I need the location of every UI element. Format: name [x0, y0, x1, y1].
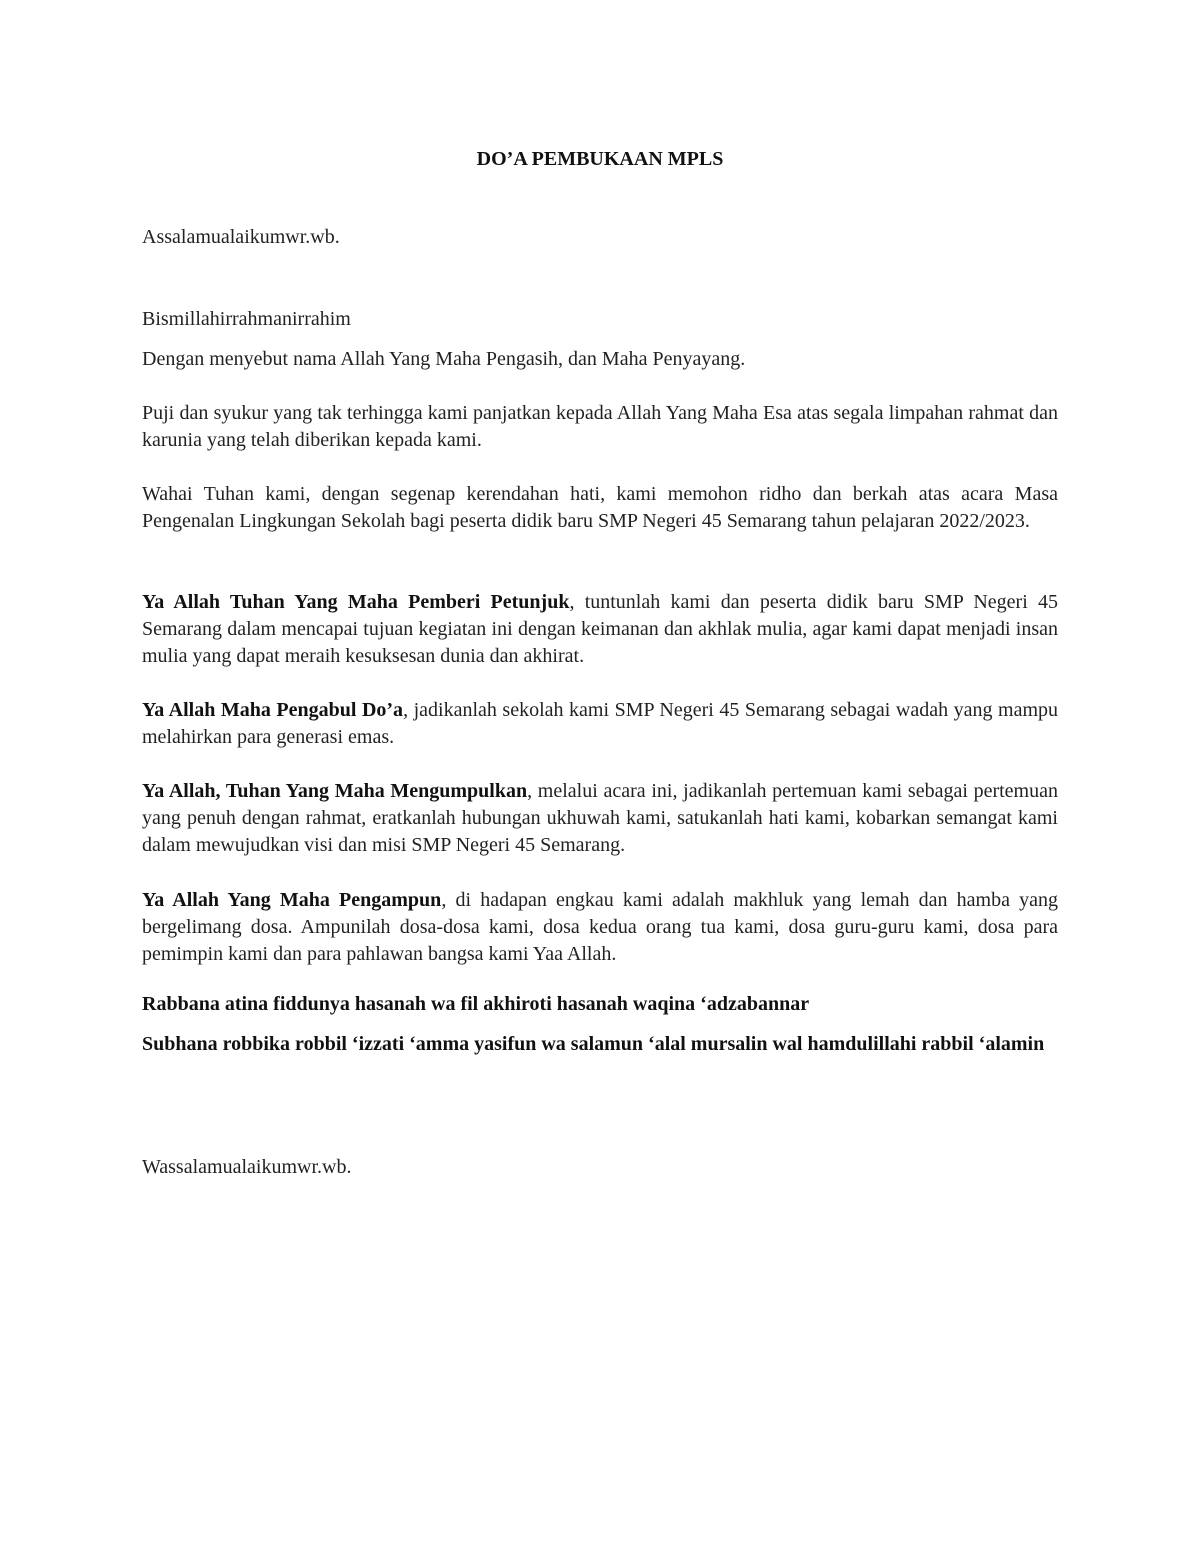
farewell: Wassalamualaikumwr.wb. [142, 1156, 352, 1178]
paragraph-forgiveness-text: , di hadapan engkau kami adalah makhluk yang lemah dan hamba yang bergelimang dosa. Ampunilah dosa-dosa kami, dosa kedua orang tua kami, dosa guru-guru kami, dosa para pemimpin kami dan para pahlawan bangsa kami Yaa Allah. [142, 889, 1059, 965]
paragraph-guidance-text: , tuntunlah kami dan peserta didik baru SMP Negeri 45 Semarang dalam mencapai tujuan kegiatan ini dengan keimanan dan akhlak mulia, agar kami dapat menjadi insan mulia yang dapat meraih kesuksesan dunia dan akhirat. [142, 591, 1058, 667]
paragraph-guidance [142, 589, 1058, 670]
greeting: Assalamualaikumwr.wb. [142, 226, 340, 248]
paragraph-forgiveness [142, 887, 1058, 968]
closing-prayer: Rabbana atina fiddunya hasanah wa fil akhiroti hasanah waqina ‘adzabannar [142, 993, 810, 1015]
intro-sentence: Dengan menyebut nama Allah Yang Maha Pengasih, dan Maha Penyayang. [142, 348, 746, 370]
paragraph-granting-text: , jadikanlah sekolah kami SMP Negeri 45 Semarang sebagai wadah yang mampu melahirkan para generasi emas. [142, 699, 1058, 748]
paragraph-gathering [142, 778, 1058, 859]
paragraph-granting [142, 697, 1058, 751]
document-title: DO’A PEMBUKAAN MPLS [476, 148, 724, 170]
basmalah: Bismillahirrahmanirrahim [142, 308, 351, 330]
paragraph-granting-heading: Ya Allah Maha Pengabul Do’a [142, 699, 404, 721]
paragraph-gathering-text: , melalui acara ini, jadikanlah pertemuan kami sebagai pertemuan yang penuh dengan rahmat, eratkanlah hubungan ukhuwah kami, satukanlah hati kami, kobarkan semangat kami dalam mewujudkan visi dan misi SMP Negeri 45 Semarang. [142, 780, 1058, 856]
closing-tasbih: Subhana robbika robbil ‘izzati ‘amma yasifun wa salamun ‘alal mursalin wal hamdulillahi rabbil ‘alamin [142, 1033, 1045, 1055]
paragraph-forgiveness-heading: Ya Allah Yang Maha Pengampun [142, 889, 442, 911]
paragraph-praise: Puji dan syukur yang tak terhingga kami panjatkan kepada Allah Yang Maha Esa atas segala limpahan rahmat dan karunia yang telah diberikan kepada kami. [142, 402, 1058, 451]
paragraph-gathering-heading: Ya Allah, Tuhan Yang Maha Mengumpulkan [142, 780, 528, 802]
paragraph-request: Wahai Tuhan kami, dengan segenap kerendahan hati, kami memohon ridho dan berkah atas acara Masa Pengenalan Lingkungan Sekolah bagi peserta didik baru SMP Negeri 45 Semarang tahun pelajaran 2022/2023. [142, 483, 1058, 532]
paragraph-guidance-heading: Ya Allah Tuhan Yang Maha Pemberi Petunjuk [142, 591, 570, 613]
